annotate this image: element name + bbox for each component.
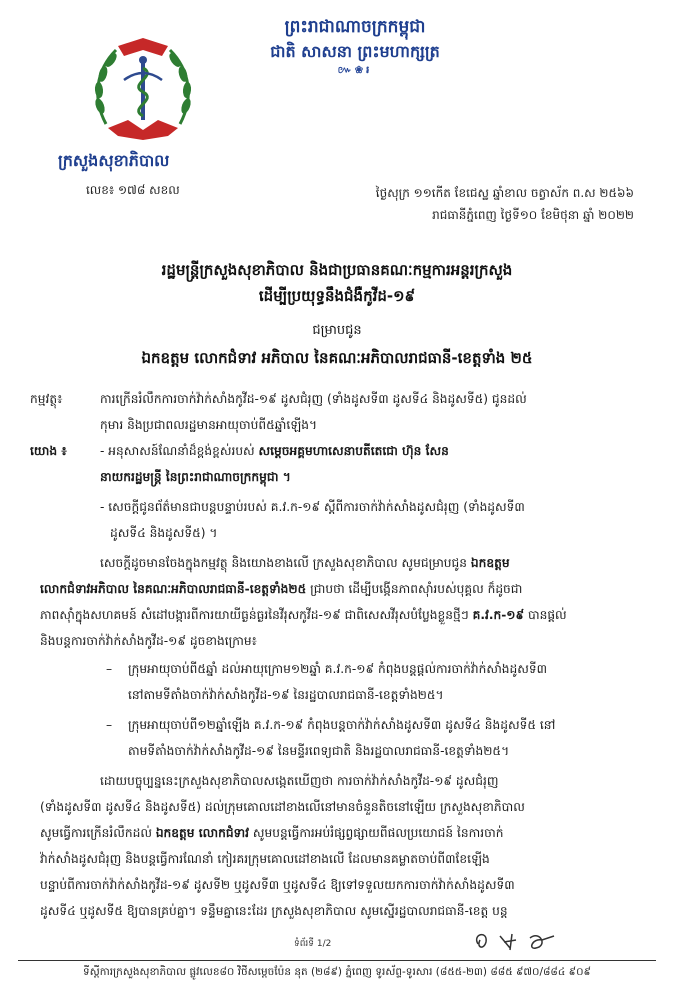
bullet-item-2 bbox=[106, 712, 640, 764]
para1-line4: និងបន្តការចាក់វ៉ាក់សាំងកូវីដ-១៩ ដូចខាងក្រោម៖ bbox=[40, 634, 257, 648]
national-motto: ជាតិ សាសនា ព្រះមហាក្សត្រ bbox=[270, 42, 440, 61]
page-number: ទំព័រទី 1/2 bbox=[294, 939, 332, 949]
bullet-dash: – bbox=[106, 718, 113, 732]
reference-number: លេខ៖ ១៧៨ សខល bbox=[86, 183, 180, 197]
para1-line3-text: ភាពស៊ាំក្នុងសហគមន៍ សំដៅបង្ការពីការយាយីធ្ងន់ធ្ងរនៃវីរុសកូវីដ-១៩ ជាពិសេសវីរុសបំប្លែងខ្លួនថ្មីៗ bbox=[40, 608, 473, 622]
para1-line2 bbox=[40, 576, 645, 602]
reference-label: យោង ៖ bbox=[30, 444, 67, 458]
para1-line1-text: សេចក្តីដូចមានចែងក្នុងកម្មវត្ថុ និងយោងខាងលើ ក្រសួងសុខាភិបាល សូមជម្រាបជូន bbox=[100, 556, 471, 570]
solar-date: រាជធានីភ្នំពេញ ថ្ងៃទី១០ ខែមិថុនា ឆ្នាំ ២០២២ bbox=[432, 208, 634, 222]
para1-line3 bbox=[40, 602, 645, 628]
footer-address: ទីស្តីការក្រសួងសុខាភិបាល ផ្លូវលេខ៨០ វិថីសម្តេចប៉ែន នុត (២៨៩) ភ្នំពេញ ទូរស័ព្ទ-ទូរសារ (៨៥៥-២៣) ៨៨៥ ៩៧០/៨៨៤ ៩០៩ bbox=[83, 966, 591, 978]
caduceus-icon bbox=[124, 56, 162, 120]
bullet-2-line1: ក្រុមអាយុចាប់ពី១២ឆ្នាំឡើង គ.វ.ក-១៩ កំពុងបន្តចាក់វ៉ាក់សាំងដូសទី៣ ដូសទី៤ និងដូសទី៥ នៅ bbox=[128, 718, 556, 732]
para2-line3-text: សូមធ្វើការក្រើនរំលឹកដល់ bbox=[40, 826, 156, 840]
salutation: ជម្រាបជូន bbox=[312, 323, 362, 338]
reference-line3: - សេចក្តីជូនព័ត៌មានជាបន្តបន្ទាប់របស់ គ.វ.ក-១៩ ស្តីពីការចាក់វ៉ាក់សាំងដូសជំរុញ (ទាំងដូសទី៣ bbox=[100, 500, 525, 514]
sender-title-line1: រដ្ឋមន្ត្រីក្រសួងសុខាភិបាល និងជាប្រធានគណៈកម្មការអន្តរក្រសួង bbox=[161, 261, 513, 279]
lunar-date: ថ្ងៃសុក្រ ១១កើត ខែជេស្ឋ ឆ្នាំខាល ចត្វាស័ក ព.ស ២៥៦៦ bbox=[375, 186, 634, 200]
para1-line1 bbox=[100, 550, 645, 576]
para2-line3-tail: សូមបន្តធ្វើការអប់រំផ្សព្វផ្សាយពីផលប្រយោជន៍ នៃការចាក់ bbox=[249, 826, 504, 840]
para1-line2-bold: លោកជំទាវអភិបាល នៃគណៈអភិបាលរាជធានី-ខេត្តទាំង២៥ bbox=[40, 582, 307, 596]
ministry-of-health-logo bbox=[88, 36, 198, 148]
reference-line4: ដូសទី៤ និងដូសទី៥) ។ bbox=[110, 526, 218, 540]
date-block bbox=[376, 182, 634, 226]
para2-line6: ដូសទី៤ ឬដូសទី៥ ឱ្យបានគ្រប់គ្នា។ ទន្ទឹមគ្នានេះដែរ ក្រសួងសុខាភិបាល សូមស្នើរដ្ឋបាលរាជធានី-ខេត្ត បន្ត bbox=[40, 904, 508, 918]
subject-label: កម្មវត្ថុ៖ bbox=[30, 392, 63, 406]
signature-initials-icon bbox=[470, 926, 560, 956]
bullet-dash: – bbox=[106, 662, 113, 676]
recipient-title: ឯកឧត្តម លោកជំទាវ អភិបាល នៃគណៈអភិបាលរាជធានី-ខេត្តទាំង ២៥ bbox=[141, 349, 533, 367]
subject-line1: ការក្រើនរំលឹកការចាក់វ៉ាក់សាំងកូវីដ-១៩ ដូសជំរុញ (ទាំងដូសទី៣ ដូសទី៤ និងដូសទី៥) ជូនដល់ bbox=[100, 392, 527, 406]
kingdom-header bbox=[230, 14, 480, 78]
bullet-1-line2: នៅតាមទីតាំងចាក់វ៉ាក់សាំងកូវីដ-១៩ នៃរដ្ឋបាលរាជធានី-ខេត្តទាំង២៥។ bbox=[128, 688, 444, 702]
bullet-2-line2: តាមទីតាំងចាក់វ៉ាក់សាំងកូវីដ-១៩ នៃមន្ទីរពេទ្យជាតិ និងរដ្ឋបាលរាជធានី-ខេត្តទាំង២៥។ bbox=[128, 744, 510, 758]
prime-minister-name: សម្តេចអគ្គមហាសេនាបតីតេជោ ហ៊ុន សែន bbox=[258, 444, 449, 458]
para2-line3-bold: ឯកឧត្តម លោកជំទាវ bbox=[155, 826, 250, 840]
footer-divider bbox=[18, 960, 656, 961]
para2-line3 bbox=[40, 820, 645, 846]
reference-line1-text: - អនុសាសន៍ណែនាំដ៏ខ្ពង់ខ្ពស់របស់ bbox=[100, 444, 259, 458]
para2-line2: (ទាំងដូសទី៣ ដូសទី៤ និងដូសទី៥) ដល់ក្រុមគោលដៅខាងលើនៅមានចំនួនតិចនៅឡើយ ក្រសួងសុខាភិបាល bbox=[40, 800, 525, 814]
para1-line1-bold: ឯកឧត្តម bbox=[470, 556, 510, 570]
bullet-item-1 bbox=[106, 656, 640, 708]
bullet-1-line1: ក្រុមអាយុចាប់ពី៥ឆ្នាំ ដល់អាយុក្រោម១២ឆ្នាំ គ.វ.ក-១៩ កំពុងបន្តផ្តល់ការចាក់វ៉ាក់សាំងដូសទី៣ bbox=[128, 662, 548, 676]
reference-line1 bbox=[100, 438, 645, 464]
ornament-divider: ៚❀៛ bbox=[337, 65, 373, 76]
subject-line2: កុមារ និងប្រជាពលរដ្ឋមានអាយុចាប់ពី៥ឆ្នាំឡើង។ bbox=[100, 418, 317, 432]
para1-line3-tail: បានផ្តល់ bbox=[524, 608, 567, 622]
sender-title-line2: ដើម្បីប្រយុទ្ធនឹងជំងឺកូវីដ-១៩ bbox=[258, 287, 416, 305]
para2-line5: បន្ទាប់ពីការចាក់វ៉ាក់សាំងកូវីដ-១៩ ដូសទី២ ឬដូសទី៣ ឬដូសទី៤ ឱ្យទៅទទួលយកការចាក់វ៉ាក់សាំងដូសទី៣ bbox=[40, 878, 515, 892]
para1-line2-text: ជ្រាបថា ដើម្បីបង្កើនភាពស៊ាំរបស់បុគ្គល ក៏ដូចជា bbox=[306, 582, 523, 596]
para1-line3-bold: គ.វ.ក-១៩ bbox=[472, 608, 525, 622]
ministry-name: ក្រសួងសុខាភិបាល bbox=[58, 151, 170, 170]
reference-line2: នាយករដ្ឋមន្ត្រី នៃព្រះរាជាណាចក្រកម្ពុជា ។ bbox=[100, 470, 291, 484]
kingdom-name: ព្រះរាជាណាចក្រកម្ពុជា bbox=[284, 17, 426, 37]
para2-line1: ដោយបច្ចុប្បន្ននេះក្រសួងសុខាភិបាលសង្កេតឃើញថា ការចាក់វ៉ាក់សាំងកូវីដ-១៩ ដូសជំរុញ bbox=[100, 774, 499, 788]
para2-line4: វ៉ាក់សាំងដូសជំរុញ និងបន្តធ្វើការណែនាំ កៀរគរក្រុមគោលដៅខាងលើ ដែលមានគម្លាតចាប់ពី៣ខែឡើង bbox=[40, 852, 490, 866]
